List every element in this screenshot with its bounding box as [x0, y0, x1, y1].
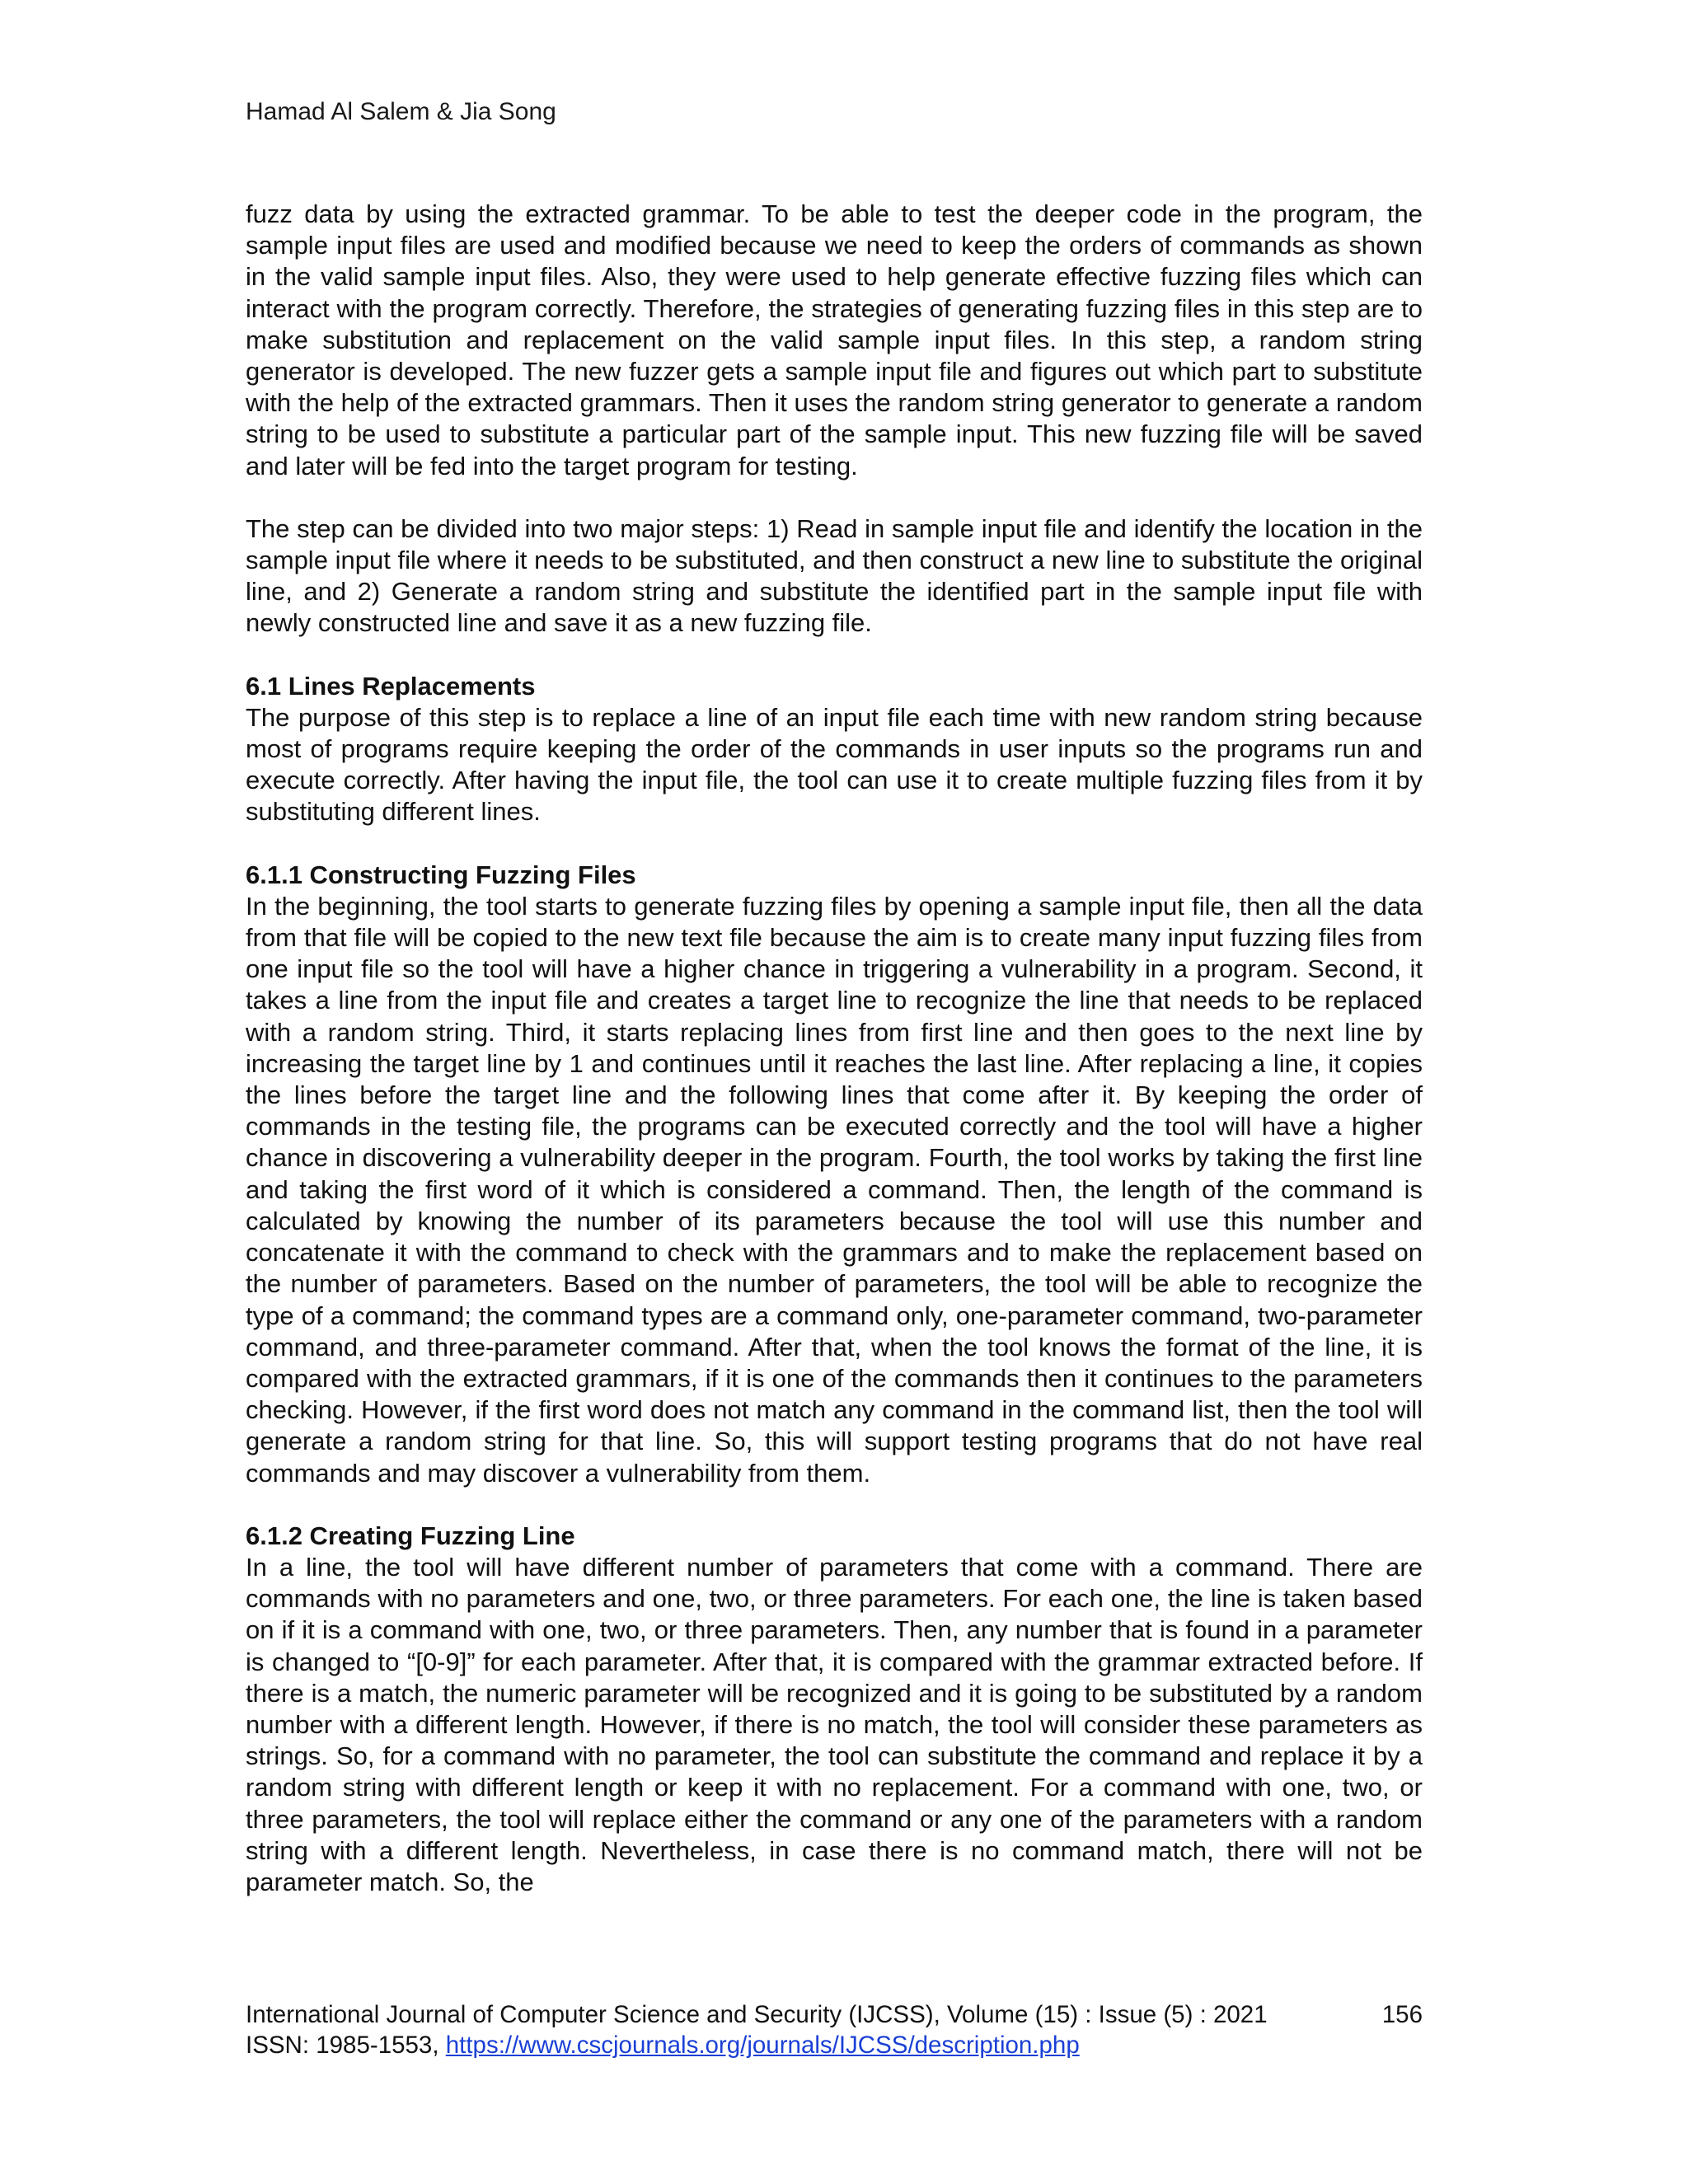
- section-heading: 6.1.1 Constructing Fuzzing Files: [246, 860, 636, 889]
- running-head: Hamad Al Salem & Jia Song: [246, 98, 556, 125]
- section-paragraph: In the beginning, the tool starts to generate fuzzing files by opening a sample input file, then all the data from that file will be copied to the new text file because the aim is to create many input fuzzing files from one input file so the tool will have a higher chance in triggering a vulnerability in a program. Second, it takes a line from the input file and creates a target line to recognize the line that needs to be replaced with a random string. Third, it starts replacing lines from first line and then goes to the next line by increasing the target line by 1 and continues until it reaches the last line. After replacing a line, it copies the lines before the target line and the following lines that come after it. By keeping the order of commands in the testing file, the programs can be executed correctly and the tool will have a higher chance in discovering a vulnerability deeper in the program. Fourth, the tool works by taking the first line and taking the first word of it which is considered a command. Then, the length of the command is calculated by knowing the number of its parameters because the tool will use this number and concatenate it with the command to check with the grammars and to make the replacement based on the number of parameters. Based on the number of parameters, the tool will be able to recognize the type of a command; the command types are a command only, one-parameter command, two-parameter command, and three-parameter command. After that, when the tool knows the format of the line, it is compared with the extracted grammars, if it is one of the commands then it continues to the parameters checking. However, if the first word does not match any command in the command list, then the tool will generate a random string for that line. So, this will support testing programs that do not have real commands and may discover a vulnerability from them.: [246, 891, 1423, 1488]
- section-creating-fuzzing-line: [246, 1521, 1423, 1898]
- section-lines-replacements: [246, 671, 1423, 828]
- issn-line: [246, 2030, 1423, 2060]
- page-footer: [246, 1999, 1423, 2060]
- journal-citation: International Journal of Computer Science and Security (IJCSS), Volume (15) : Issue (5) : 2021: [246, 2001, 1268, 2028]
- paragraph-intro: fuzz data by using the extracted grammar. To be able to test the deeper code in the program, the sample input files are used and modified because we need to keep the orders of commands as shown in the valid sample input files. Also, they were used to help generate effective fuzzing files which can interact with the program correctly. Therefore, the strategies of generating fuzzing files in this step are to make substitution and replacement on the valid sample input files. In this step, a random string generator is developed. The new fuzzer gets a sample input file and figures out which part to substitute with the help of the extracted grammars. Then it uses the random string generator to generate a random string to be used to substitute a particular part of the sample input. This new fuzzing file will be saved and later will be fed into the target program for testing.: [246, 199, 1423, 480]
- page-number: 156: [1381, 2001, 1423, 2028]
- section-heading: 6.1.2 Creating Fuzzing Line: [246, 1521, 575, 1550]
- paragraph-major-steps: The step can be divided into two major steps: 1) Read in sample input file and identify the location in the sample input file where it needs to be substituted, and then construct a new line to substitute the original line, and 2) Generate a random string and substitute the identified part in the sample input file with newly constructed line and save it as a new fuzzing file.: [246, 513, 1423, 638]
- section-heading: 6.1 Lines Replacements: [246, 671, 536, 701]
- section-paragraph: In a line, the tool will have different number of parameters that come with a command. There are commands with no parameters and one, two, or three parameters. For each one, the line is taken based on if it is a command with one, two, or three parameters. Then, any number that is found in a parameter is changed to “[0-9]” for each parameter. After that, it is compared with the grammar extracted before. If there is a match, the numeric parameter will be recognized and it is going to be substituted by a random number with a different length. However, if there is no match, the tool will consider these parameters as strings. So, for a command with no parameter, the tool can substitute the command and replace it by a random string with different length or keep it with no replacement. For a command with one, two, or three parameters, the tool will replace either the command or any one of the parameters with a random string with a different length. Nevertheless, in case there is no command match, there will not be parameter match. So, the: [246, 1552, 1423, 1896]
- body-text: [246, 199, 1423, 1898]
- journal-url-link[interactable]: https://www.cscjournals.org/journals/IJCSS/description.php: [445, 2032, 1080, 2059]
- issn-label: ISSN: 1985-1553,: [246, 2032, 439, 2059]
- section-constructing-fuzzing-files: [246, 860, 1423, 1489]
- section-paragraph: The purpose of this step is to replace a line of an input file each time with new random string because most of programs require keeping the order of the commands in user inputs so the programs run and execute correctly. After having the input file, the tool can use it to create multiple fuzzing files from it by substituting different lines.: [246, 702, 1423, 827]
